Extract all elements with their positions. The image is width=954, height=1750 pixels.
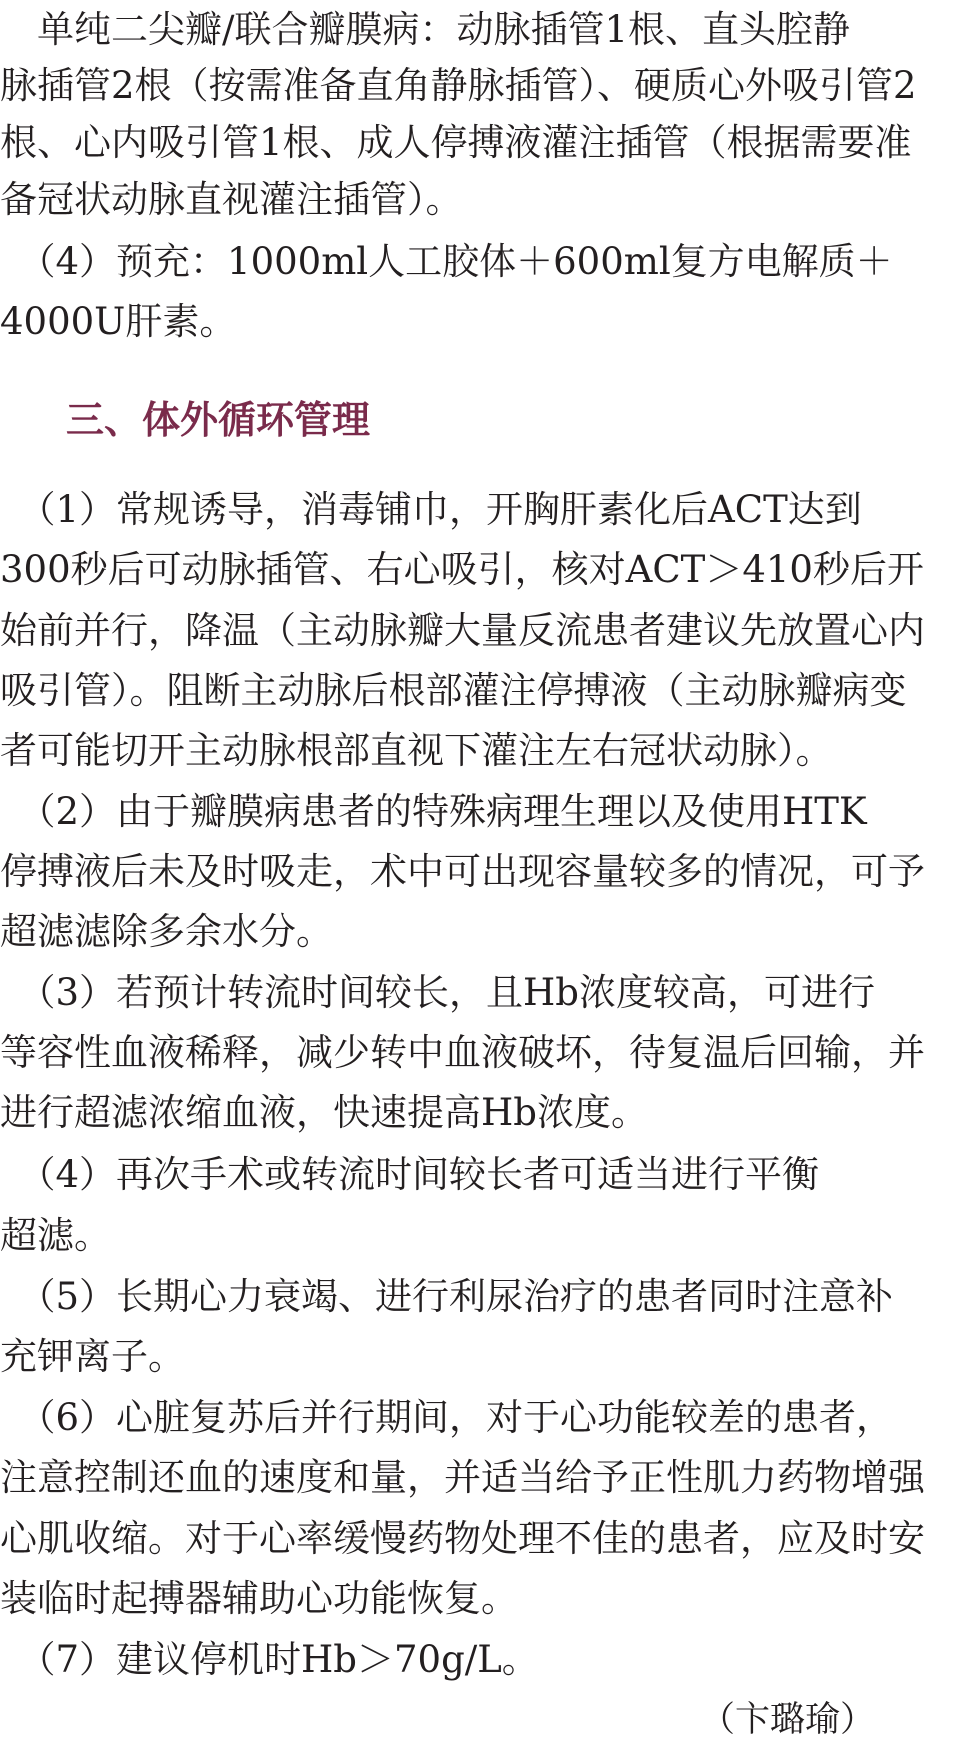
text-line: （1）常规诱导，消毒铺巾，开胸肝素化后ACT达到 <box>0 488 862 531</box>
text-line: （7）建议停机时Hb＞70g/L。 <box>0 1638 539 1681</box>
text-line: 装临时起搏器辅助心功能恢复。 <box>0 1577 518 1620</box>
text-line: 心肌收缩。对于心率缓慢药物处理不佳的患者，应及时安 <box>0 1517 925 1560</box>
text-line: 300秒后可动脉插管、右心吸引，核对ACT＞410秒后开 <box>0 548 924 591</box>
text-line: 脉插管2根（按需准备直角静脉插管）、硬质心外吸引管2 <box>0 64 917 107</box>
text-line: 注意控制还血的速度和量，并适当给予正性肌力药物增强 <box>0 1456 925 1499</box>
text-line: 单纯二尖瓣/联合瓣膜病：动脉插管1根、直头腔静 <box>0 8 851 51</box>
section-heading: 三、体外循环管理 <box>66 398 371 442</box>
text-line: 始前并行，降温（主动脉瓣大量反流患者建议先放置心内 <box>0 609 925 652</box>
text-line: 等容性血液稀释，减少转中血液破坏，待复温后回输，并 <box>0 1031 925 1074</box>
text-line: 备冠状动脉直视灌注插管）。 <box>0 178 463 221</box>
text-line: （4）预充：1000ml人工胶体＋600ml复方电解质＋ <box>0 240 893 283</box>
text-line: （6）心脏复苏后并行期间，对于心功能较差的患者， <box>0 1396 894 1439</box>
text-line: 4000U肝素。 <box>0 300 237 343</box>
text-line: （4）再次手术或转流时间较长者可适当进行平衡 <box>0 1153 820 1196</box>
text-line: 根、心内吸引管1根、成人停搏液灌注插管（根据需要准 <box>0 121 912 164</box>
text-line: （5）长期心力衰竭、进行利尿治疗的患者同时注意补 <box>0 1275 894 1318</box>
text-line: 超滤。 <box>0 1214 111 1257</box>
text-line: （2）由于瓣膜病患者的特殊病理生理以及使用HTK <box>0 790 867 833</box>
text-line: 停搏液后未及时吸走，术中可出现容量较多的情况，可予 <box>0 850 925 893</box>
author-signature: （卞璐瑜） <box>700 1700 876 1740</box>
text-line: 者可能切开主动脉根部直视下灌注左右冠状动脉）。 <box>0 729 833 772</box>
text-line: 进行超滤浓缩血液，快速提高Hb浓度。 <box>0 1091 648 1134</box>
text-line: 吸引管）。阻断主动脉后根部灌注停搏液（主动脉瓣病变 <box>0 669 907 712</box>
text-line: （3）若预计转流时间较长，且Hb浓度较高，可进行 <box>0 971 875 1014</box>
text-line: 超滤滤除多余水分。 <box>0 910 333 953</box>
text-line: 充钾离子。 <box>0 1335 185 1378</box>
